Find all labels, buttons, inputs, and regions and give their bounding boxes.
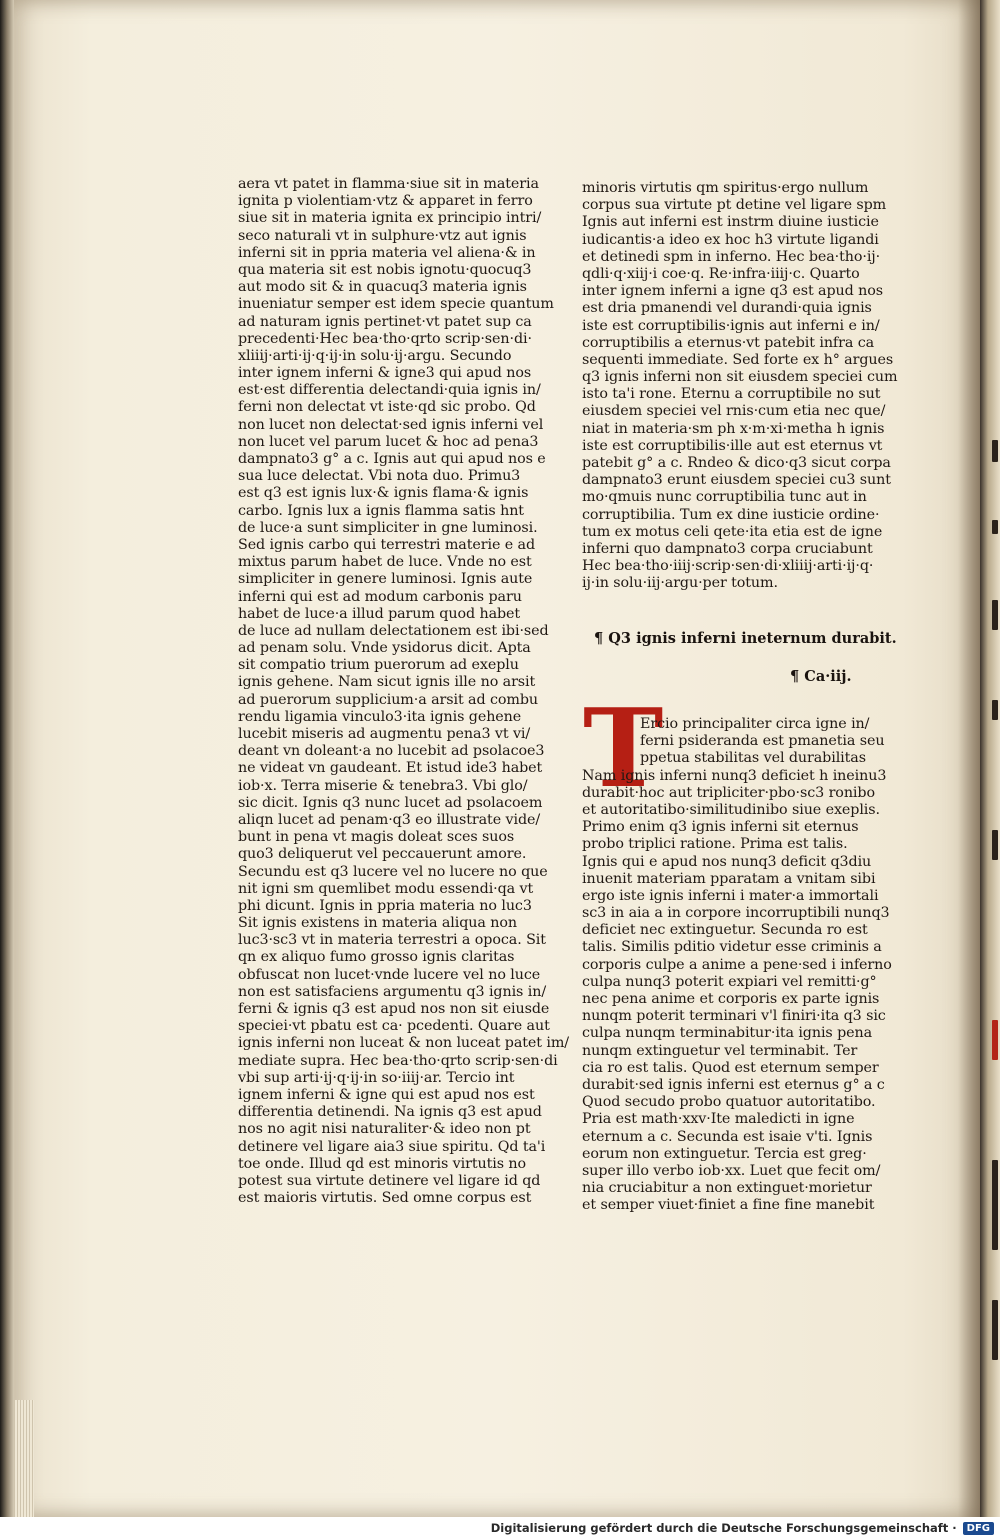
text-line: qua materia sit est nobis ignotu·quocuq3 <box>238 261 532 278</box>
text-line: qdli·q·xiij·i coe·q. Re·infra·iiij·c. Quarto <box>582 265 860 282</box>
text-line: deant vn doleant·a no lucebit ad psolacoe3 <box>238 743 545 760</box>
text-line: de luce ad nullam delectationem est ibi·sed <box>238 622 549 639</box>
text-line: sua luce delectat. Vbi nota duo. Primu3 <box>238 468 521 485</box>
text-line: Ignis qui e apud nos nunq3 deficit q3diu <box>582 853 872 870</box>
text-line: Ignis aut inferni est instrm diuine iusticie <box>582 214 879 231</box>
digitization-footer <box>0 1517 1000 1539</box>
text-line: Sed ignis carbo qui terrestri materie e ad <box>238 536 536 553</box>
text-line: detinere vel ligare aia3 siue spiritu. Qd ta'i <box>238 1138 546 1155</box>
text-line: est dria pmanendi vel durandi·quia ignis <box>582 300 872 317</box>
chapter-number-text: Ca·iij. <box>804 668 852 685</box>
next-page-sliver <box>980 0 1000 1517</box>
text-line: niat in materia·sm ph x·m·xi·metha h ignis <box>582 420 885 437</box>
text-line: Nam ignis inferni nunq3 deficiet h ineinu3 <box>582 767 887 784</box>
text-line: siue sit in materia ignita ex principio intri/ <box>238 210 542 227</box>
right-text-column-bottom <box>582 716 892 1214</box>
text-line: corruptibilis a eternus·vt patebit infra ca <box>582 334 875 351</box>
text-line: nos no agit nisi naturaliter·& ideo non pt <box>238 1121 531 1138</box>
dfg-logo: DFG <box>963 1522 994 1535</box>
text-line: ferni psideranda est pmanetia seu <box>640 733 885 750</box>
text-line: iob·x. Terra miserie & tenebra3. Vbi glo/ <box>238 777 528 794</box>
text-line: probo triplici ratione. Prima est talis. <box>582 836 848 853</box>
chapter-number <box>790 668 852 685</box>
text-line: est·est differentia delectandi·quia ignis in/ <box>238 382 541 399</box>
text-line: vbi sup arti·ij·q·ij·in so·iiij·ar. Tercio int <box>238 1069 515 1086</box>
page-stack-edge <box>14 1400 34 1517</box>
footer-credit-text: Digitalisierung gefördert durch die Deutsche Forschungsgemeinschaft · <box>490 1521 957 1535</box>
text-line: durabit·hoc aut tripliciter·pbo·sc3 ronibo <box>582 784 875 801</box>
text-line: ignis inferni non luceat & non luceat patet im/ <box>238 1035 570 1052</box>
text-line: non lucet vel parum lucet & hoc ad pena3 <box>238 433 539 450</box>
text-line: carbo. Ignis lux a ignis flamma satis hnt <box>238 502 524 519</box>
text-line: corpus sua virtute pt detine vel ligare spm <box>582 197 887 214</box>
text-line: Quod secudo probo quatuor autoritatibo. <box>582 1094 876 1111</box>
chapter-heading-text: Q3 ignis inferni ineternum durabit. <box>608 630 897 647</box>
text-line: isto ta'i rone. Eternu a corruptibile no sut <box>582 386 881 403</box>
text-line: inuenit materiam pparatam a vnitam sibi <box>582 870 876 887</box>
text-line: sequenti immediate. Sed forte ex h° argues <box>582 351 894 368</box>
text-line: dampnato3 erunt eiusdem speciei cu3 sunt <box>582 472 891 489</box>
sliver-text-mark <box>992 1300 998 1360</box>
text-line: ferni non delectat vt iste·qd sic probo. Qd <box>238 399 536 416</box>
text-line: eternum a c. Secunda est isaie v'ti. Ignis <box>582 1128 873 1145</box>
text-line: phi dicunt. Ignis in ppria materia no luc3 <box>238 897 532 914</box>
text-line: luc3·sc3 vt in materia terrestri a opoca. Sit <box>238 932 546 949</box>
text-line: xliiij·arti·ij·q·ij·in solu·ij·argu. Secundo <box>238 347 512 364</box>
text-line: patebit g° a c. Rndeo & dico·q3 sicut corpa <box>582 455 891 471</box>
text-line: nunqm extinguetur vel terminabit. Ter <box>582 1042 858 1059</box>
text-line: bunt in pena vt magis doleat sces suos <box>238 829 515 846</box>
text-line: non lucet non delectat·sed ignis inferni vel <box>238 416 544 433</box>
text-line: nunqm poterit terminari v'l finiri·ita q3 sic <box>582 1008 886 1025</box>
page-gutter-shadow <box>958 0 980 1517</box>
text-line: ij·in solu·iij·argu·per totum. <box>582 575 778 592</box>
sliver-text-mark <box>992 1160 998 1250</box>
sliver-red-rubric <box>992 1020 998 1060</box>
text-line: nit igni sm quemlibet modu essendi·qa vt <box>238 880 534 897</box>
text-line: q3 ignis inferni non sit eiusdem speciei cum <box>582 369 898 386</box>
text-line: est maioris virtutis. Sed omne corpus est <box>238 1190 532 1207</box>
text-line: ignita p violentiam·vtz & apparet in ferro <box>238 193 533 210</box>
text-line: de luce·a sunt simpliciter in gne luminosi. <box>238 519 538 536</box>
text-line: non est satisfaciens argumentu q3 ignis in/ <box>238 983 547 1000</box>
text-line: differentia detinendi. Na ignis q3 est apud <box>238 1104 542 1121</box>
text-line: simpliciter in genere luminosi. Ignis aute <box>238 571 533 588</box>
text-line: ferni & ignis q3 est apud nos non sit eiusde <box>238 1001 550 1017</box>
text-line: culpa nunqm terminabitur·ita ignis pena <box>582 1025 873 1042</box>
text-line: tum ex motus celi qete·ita etia est de igne <box>582 523 883 540</box>
text-line: Hec bea·tho·iiij·scrip·sen·di·xliiij·arti·ij·q· <box>582 558 874 575</box>
text-line: et detinedi spm in inferno. Hec bea·tho·ij· <box>582 248 881 265</box>
text-line: iste est corruptibilis·ignis aut inferni e in/ <box>582 317 880 334</box>
text-line: Primo enim q3 ignis inferni sit eternus <box>582 819 859 836</box>
text-line: et semper viuet·finiet a fine fine manebit <box>582 1197 875 1214</box>
rubricated-initial: T <box>583 686 664 812</box>
text-line: sic dicit. Ignis q3 nunc lucet ad psolacoem <box>238 794 543 811</box>
chapter-heading <box>594 630 897 647</box>
text-line: corruptibilia. Tum ex dine iusticie ordine· <box>582 506 880 523</box>
text-line: potest sua virtute detinere vel ligare id qd <box>238 1172 541 1189</box>
text-line: nia cruciabitur a non extinguet·morietur <box>582 1180 872 1197</box>
text-line: Secundu est q3 lucere vel no lucere no que <box>238 863 548 880</box>
pilcrow-icon: ¶ <box>790 668 800 685</box>
text-line: inferni qui est ad modum carbonis paru <box>238 588 522 605</box>
text-line: mixtus parum habet de luce. Vnde no est <box>238 554 532 571</box>
pilcrow-icon: ¶ <box>594 630 604 647</box>
text-line: ignem inferni & igne qui est apud nos est <box>238 1086 535 1103</box>
sliver-text-mark <box>992 520 998 534</box>
sliver-text-mark <box>992 440 998 462</box>
text-line: mo·qmuis nunc corruptibilia tunc aut in <box>582 489 867 506</box>
text-line: ergo iste ignis inferni i mater·a immortali <box>582 887 879 904</box>
text-line: ppetua stabilitas vel durabilitas <box>640 750 866 767</box>
right-text-column-top <box>582 180 898 593</box>
text-line: cia ro est talis. Quod est eternum semper <box>582 1059 879 1076</box>
text-line: Sit ignis existens in materia aliqua non <box>238 915 517 932</box>
text-line: inueniatur semper est idem specie quantum <box>238 296 554 313</box>
text-line: aera vt patet in flamma·siue sit in materia <box>238 176 539 192</box>
text-line: rendu ligamia vinculo3·ita ignis gehene <box>238 708 522 725</box>
text-line: iudicantis·a ideo ex hoc h3 virtute ligandi <box>582 231 879 248</box>
sliver-text-mark <box>992 700 998 720</box>
text-line: Pria est math·xxv·Ite maledicti in igne <box>582 1111 855 1128</box>
sliver-text-mark <box>992 600 998 630</box>
text-line: toe onde. Illud qd est minoris virtutis no <box>238 1155 526 1172</box>
text-line: minoris virtutis qm spiritus·ergo nullum <box>582 180 869 196</box>
text-line: inferni quo dampnato3 corpa cruciabunt <box>582 540 873 557</box>
text-line: inter ignem inferni a igne q3 est apud nos <box>582 283 883 300</box>
text-line: culpa nunq3 poterit expiari vel remitti·g° <box>582 973 877 990</box>
text-line: durabit·sed ignis inferni est eternus g° a c <box>582 1076 885 1093</box>
text-line: precedenti·Hec bea·tho·qrto scrip·sen·di· <box>238 330 532 347</box>
text-line: talis. Similis pditio videtur esse criminis a <box>582 939 882 956</box>
left-text-column <box>238 176 570 1207</box>
text-line: mediate supra. Hec bea·tho·qrto scrip·sen·di <box>238 1052 558 1069</box>
text-line: dampnato3 g° a c. Ignis aut qui apud nos e <box>238 451 546 467</box>
text-line: ad naturam ignis pertinet·vt patet sup ca <box>238 313 532 330</box>
text-line: deficiet nec extinguetur. Secunda ro est <box>582 922 868 939</box>
text-line: quo3 deliquerut vel peccauerunt amore. <box>238 846 527 863</box>
text-line: iste est corruptibilis·ille aut est eternus vt <box>582 437 883 454</box>
text-line: sit compatio trium puerorum ad exeplu <box>238 657 519 674</box>
text-line: aliqn lucet ad penam·q3 eo illustrate vide/ <box>238 811 541 828</box>
text-line: ad penam solu. Vnde ysidorus dicit. Apta <box>238 640 531 657</box>
text-line: et autoritatibo·similitudinibo siue exeplis. <box>582 801 880 818</box>
sliver-text-mark <box>992 830 998 860</box>
text-line: Ercio principaliter circa igne in/ <box>640 716 870 732</box>
text-line: obfuscat non lucet·vnde lucere vel no luce <box>238 966 541 983</box>
text-line: nec pena anime et corporis ex parte ignis <box>582 991 880 1007</box>
text-line: eorum non extinguetur. Tercia est greg· <box>582 1145 867 1162</box>
text-line: ne videat vn gaudeant. Et istud ide3 habet <box>238 760 543 777</box>
text-line: speciei·vt pbatu est ca· pcedenti. Quare aut <box>238 1018 550 1035</box>
text-line: sc3 in aia a in corpore incorruptibili nunq3 <box>582 905 890 922</box>
text-line: corporis culpe a anime a pene·sed i inferno <box>582 956 892 973</box>
text-line: est q3 est ignis lux·& ignis flama·& ignis <box>238 485 529 502</box>
text-line: aut modo sit & in quacuq3 materia ignis <box>238 279 527 296</box>
text-line: ad puerorum supplicium·a arsit ad combu <box>238 691 538 708</box>
text-line: lucebit miseris ad augmentu pena3 vt vi/ <box>238 726 531 742</box>
text-line: seco naturali vt in sulphure·vtz aut ignis <box>238 227 527 244</box>
text-line: inferni sit in ppria materia vel aliena·& in <box>238 244 536 261</box>
text-line: eiusdem speciei vel rnis·cum etia nec que/ <box>582 403 886 420</box>
text-line: inter ignem inferni & igne3 qui apud nos <box>238 365 532 382</box>
text-line: habet de luce·a illud parum quod habet <box>238 605 521 622</box>
text-line: super illo verbo iob·xx. Luet que fecit om/ <box>582 1162 881 1179</box>
text-line: ignis gehene. Nam sicut ignis ille no arsit <box>238 674 536 691</box>
text-line: qn ex aliquo fumo grosso ignis claritas <box>238 949 515 966</box>
